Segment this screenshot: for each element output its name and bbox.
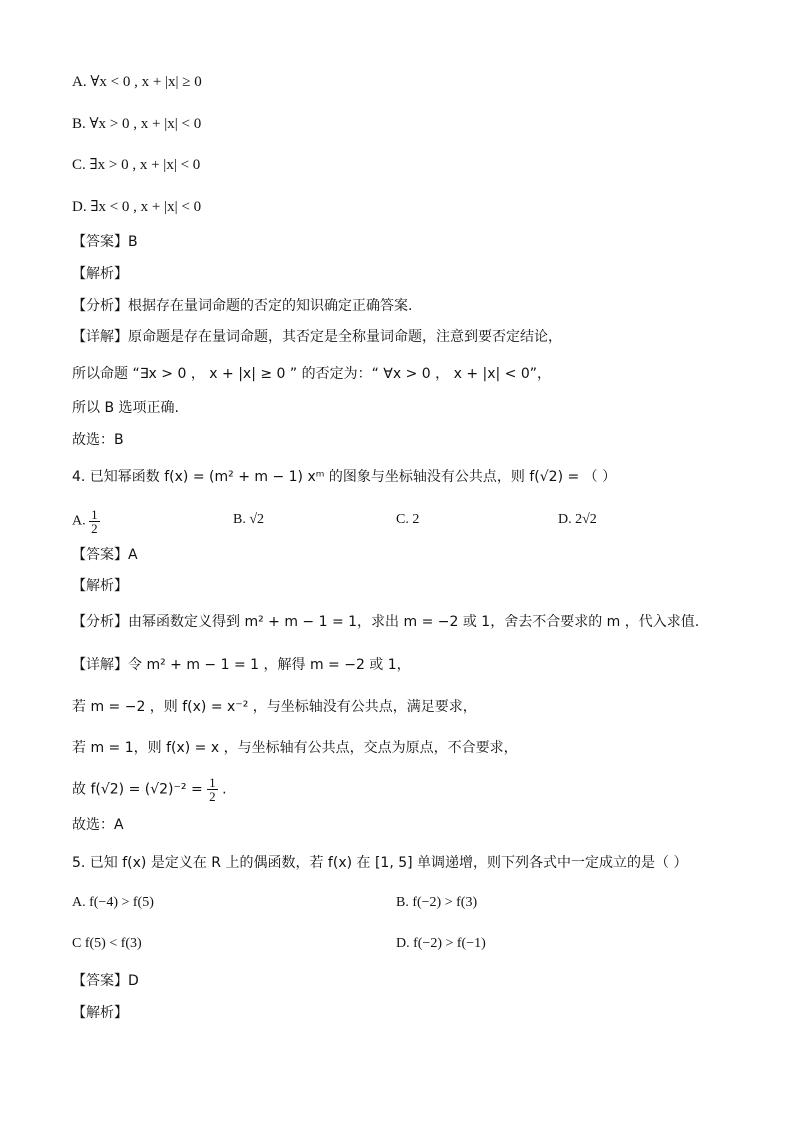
q3-option-d: D. ∃x < 0 , x + |x| < 0	[72, 199, 202, 215]
q4-solution-line-3	[72, 776, 227, 803]
q4-line3-period: .	[222, 781, 227, 798]
q3-analysis-heading: 【解析】	[72, 266, 128, 282]
q5-option-b: B. f(−2) > f(3)	[396, 895, 478, 910]
q5-stem: 5. 已知 f(x) 是定义在 R 上的偶函数，若 f(x) 在 [1, 5] 单调递增，则下列各式中一定成立的是（ ）	[72, 855, 688, 871]
q4-analysis-heading: 【解析】	[72, 578, 128, 594]
q4-stem: 4. 已知幂函数 f(x) = (m² + m − 1) xᵐ 的图象与坐标轴没有公共点，则 f(√2) = （ ）	[72, 469, 617, 485]
q3-xiangjie: 【详解】原命题是存在量词命题，其否定是全称量词命题，注意到要否定结论，	[72, 329, 562, 345]
q4-option-a-denominator: 2	[91, 521, 98, 536]
q3-fenxi: 【分析】根据存在量词命题的否定的知识确定正确答案.	[72, 298, 413, 314]
q4-xiangjie: 【详解】令 m² + m − 1 = 1 ，解得 m = −2 或 1，	[72, 657, 411, 673]
q4-line3-fraction	[207, 776, 218, 803]
q5-answer: 【答案】D	[72, 973, 139, 989]
q4-fenxi: 【分析】由幂函数定义得到 m² + m − 1 = 1，求出 m = −2 或 1，舍去不合要求的 m ，代入求值.	[72, 614, 700, 630]
q3-option-c: C. ∃x > 0 , x + |x| < 0	[72, 157, 201, 173]
q4-option-b: B. √2	[233, 512, 265, 527]
q4-option-a	[72, 508, 100, 535]
q4-option-a-fraction	[89, 508, 100, 535]
q3-solution-line-1: 所以命题 “∃x > 0 ， x + |x| ≥ 0 ” 的否定为：“ ∀x > 0 ， x + |x| < 0”，	[72, 366, 552, 382]
q3-choice: 故选：B	[72, 432, 124, 448]
q4-option-a-label: A.	[72, 513, 86, 529]
q4-option-c: C. 2	[396, 512, 420, 527]
q4-line3-denominator: 2	[209, 789, 216, 804]
q5-option-d: D. f(−2) > f(−1)	[396, 936, 486, 951]
q5-option-a: A. f(−4) > f(5)	[72, 895, 154, 910]
q4-choice: 故选：A	[72, 817, 124, 833]
q3-answer: 【答案】B	[72, 234, 138, 250]
q4-answer: 【答案】A	[72, 547, 138, 563]
q4-option-d: D. 2√2	[558, 512, 597, 527]
q3-option-a: A. ∀x < 0 , x + |x| ≥ 0	[72, 74, 202, 90]
q5-analysis-heading: 【解析】	[72, 1005, 128, 1021]
q4-line3-numerator: 1	[209, 775, 216, 790]
q4-solution-line-2: 若 m = 1，则 f(x) = x ，与坐标轴有公共点，交点为原点，不合要求，	[72, 740, 518, 756]
q4-line3-expression: 故 f(√2) = (√2)⁻² =	[72, 781, 203, 798]
q4-option-a-numerator: 1	[91, 507, 98, 522]
q5-option-c: C f(5) < f(3)	[72, 936, 142, 951]
q3-solution-line-2: 所以 B 选项正确.	[72, 400, 179, 416]
q3-option-b: B. ∀x > 0 , x + |x| < 0	[72, 116, 202, 132]
q4-solution-line-1: 若 m = −2 ，则 f(x) = x⁻² ，与坐标轴没有公共点，满足要求，	[72, 699, 477, 715]
